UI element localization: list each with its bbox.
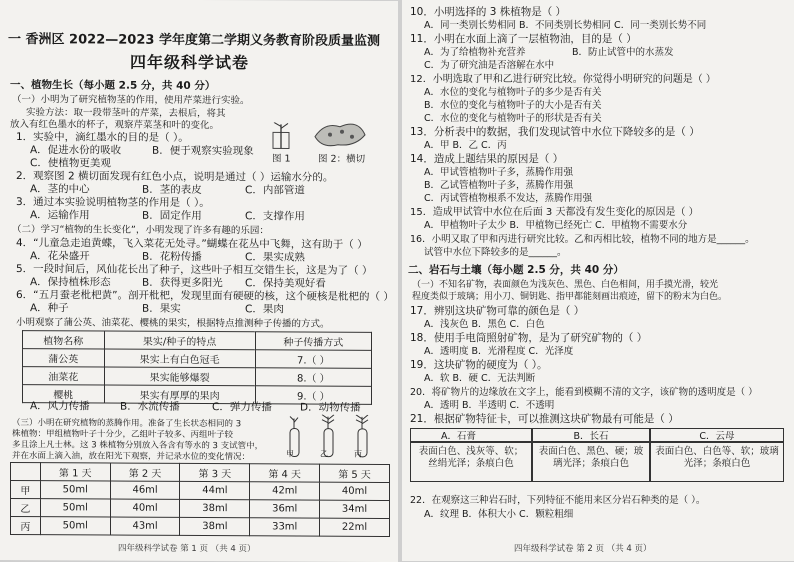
q1-option-a: A．促进水份的吸收	[30, 144, 122, 157]
table-header-cell: 第 5 天	[320, 464, 390, 482]
exam-title: 四年级科学试卷	[130, 52, 250, 73]
table-header-cell: 果实/种子的特点	[104, 331, 255, 350]
question-18: 18．使用手电筒照射矿物，是为了研究矿物的（ ）	[410, 332, 648, 344]
table-cell: 36ml	[250, 500, 320, 518]
table-header-cell: 第 2 天	[110, 463, 180, 481]
table-cell: 50ml	[40, 499, 110, 517]
q10-options: A．同一类别长势相同 B．不同类别长势相同 C．同一类别长势不同	[424, 20, 707, 31]
q11-option-c: C．为了研究油是否溶解在水中	[424, 60, 555, 71]
question-11: 11．小明在水面上滴了一层植物油，目的是（ ）	[410, 33, 637, 45]
question-16-line-2: 试管中水位下降较多的是______。	[424, 247, 567, 258]
table-header-cell: 第 3 天	[180, 463, 250, 481]
table-cell: 油菜花	[23, 367, 105, 385]
table-cell: 50ml	[40, 517, 110, 535]
table-cell: 46ml	[110, 481, 180, 499]
table-row	[11, 499, 390, 519]
card-a-description: 表面白色、浅灰等、软；丝绢光泽；条痕白色	[410, 442, 532, 482]
question-5: 5．一段时间后，风仙花长出了种子，这些叶子相互交错生长，这是为了（ ）	[16, 263, 373, 277]
q14-option-b: B．乙试管植物叶子多，蒸腾作用强	[424, 180, 574, 191]
q12-option-c: C．水位的变化与植物叶子的形状是否有关	[424, 113, 602, 124]
question-19: 19．这块矿物的硬度为（ ）。	[410, 359, 548, 371]
test-tubes-illustration	[282, 414, 382, 461]
question-21: 21．根据矿物特征卡，可以推测这块矿物最有可能是（ ）	[410, 413, 679, 425]
table-cell: 蒲公英	[23, 349, 105, 367]
question-1: 1．实验中，滴红墨水的目的是（ ）。	[16, 131, 189, 144]
page-1-footer: 四年级科学试卷 第 1 页 （共 4 页）	[118, 543, 256, 555]
table-cell: 樱桃	[23, 385, 105, 403]
q13-options: A．甲 B．乙 C．丙	[424, 140, 507, 151]
table-cell: 果实有厚厚的果肉	[104, 385, 255, 404]
q2-option-a: A．茎的中心	[30, 183, 90, 196]
question-17: 17．辨别这块矿物可靠的颜色是（ ）	[410, 305, 585, 317]
q4-option-a: A．花朵盛开	[30, 250, 90, 263]
tube-label-bing: 丙	[354, 449, 362, 459]
table-row	[23, 349, 372, 369]
table-header-cell: 第 4 天	[250, 464, 320, 482]
q12-option-b: B．水位的变化与植物叶子的大小是否有关	[424, 100, 602, 111]
card-b-title: B．长石	[532, 428, 650, 442]
q14-option-c: C．丙试管植物根系不发达，蒸腾作用强	[424, 193, 593, 204]
celery-cup-illustration	[265, 122, 305, 150]
dispersal-option-a: A．风力传播	[30, 400, 90, 413]
table-cell: 果实能够爆裂	[104, 367, 255, 386]
table-cell: 9.（ ）	[255, 386, 371, 405]
table-cell: 38ml	[180, 517, 250, 535]
dispersal-option-d: D．动物传播	[300, 401, 361, 414]
q5-option-c: C．保持美观好看	[245, 277, 326, 290]
table-header-cell: 种子传播方式	[255, 332, 371, 351]
table-cell: 乙	[11, 499, 41, 517]
intro-line-2: 放入有红色墨水的杯子，观察芹菜茎和叶的变化。	[10, 119, 220, 132]
table-cell: 甲	[11, 481, 41, 499]
dispersal-option-c: C．弹力传播	[212, 401, 272, 414]
q5-option-b: B．获得更多阳光	[142, 276, 223, 290]
q1-option-b: B．便于观察实验现象	[152, 144, 254, 158]
q17-options: A．浅灰色 B．黑色 C．白色	[424, 319, 545, 330]
card-c-description: 表面白色、白色等、软；玻璃光泽；条痕白色	[650, 442, 784, 482]
q11-option-b: B．防止试管中的水蒸发	[572, 47, 674, 58]
part-1-intro: （一）小明为了研究植物茎的作用，使用芹菜进行实验。	[12, 94, 250, 107]
table-cell: 44ml	[180, 481, 250, 499]
seed-dispersal-table	[22, 330, 372, 405]
q6-option-a: A．种子	[30, 302, 69, 315]
figure-1-caption: 图 1	[272, 153, 291, 165]
intro-line-1: 实验方法：取一段带茎叶的芹菜，去根后，将其	[26, 107, 226, 120]
water-level-table	[10, 462, 390, 537]
table-header-row	[23, 331, 372, 351]
table-header-cell: 植物名称	[23, 331, 105, 349]
q3-option-b: B．固定作用	[142, 209, 202, 223]
question-20: 20．将矿物片的边缘放在文字上，能看到模糊不清的文字，该矿物的透明度是（ ）	[410, 387, 758, 398]
question-22: 22．在观察这三种岩石时，下列特征不能用来区分岩石种类的是（ ）。	[410, 495, 706, 506]
q6-option-c: C．果肉	[245, 303, 284, 316]
table-cell: 果实上有白色冠毛	[104, 349, 255, 368]
question-3: 3．通过本实验说明植物茎的作用是（ ）。	[16, 196, 210, 210]
dispersal-option-b: B．水流传播	[120, 400, 180, 413]
section-1-heading: 一、植物生长（每小题 2.5 分，共 40 分）	[10, 79, 216, 93]
q22-options: A．纹理 B．体积大小 C．颗粒粗细	[424, 509, 574, 520]
card-b-description: 表面白色、黑色、硬；玻璃光泽；条痕白色	[532, 442, 650, 482]
q4-option-c: C．果实成熟	[245, 251, 305, 264]
tube-label-jia: 甲	[286, 449, 294, 459]
table-header-row	[11, 463, 390, 483]
table-cell: 40ml	[110, 499, 180, 517]
rock-part-1-line-1: （一）不知名矿物，表面颜色为浅灰色、黑色、白色相间，用手摸光滑，较光	[412, 280, 719, 290]
question-12: 12．小明选取了甲和乙进行研究比较。你觉得小明研究的问题是（ ）	[410, 74, 716, 85]
q2-option-c: C．内部管道	[245, 184, 305, 197]
q3-option-c: C．支撑作用	[245, 210, 305, 223]
cross-section-illustration	[310, 117, 370, 151]
table-cell: 34ml	[320, 500, 390, 518]
table-cell: 38ml	[180, 499, 250, 517]
card-a-title: A．石膏	[410, 428, 532, 442]
table-cell: 40ml	[320, 482, 390, 500]
part-2-intro: （二）学习“植物的生长变化”，小明发现了许多有趣的乐园：	[12, 224, 269, 237]
section-2-heading: 二、岩石与土壤（每小题 2.5 分，共 40 分）	[408, 264, 624, 276]
q14-option-a: A．甲试管植物叶子多，蒸腾作用强	[424, 167, 573, 178]
q1-option-c: C．使植物更美观	[30, 157, 111, 170]
exam-header: 一 香洲区 2022—2023 学年度第二学期义务教育阶段质量监测	[8, 31, 380, 49]
q12-option-a: A．水位的变化与植物叶子的多少是否有关	[424, 87, 602, 98]
table-header-cell	[11, 463, 41, 481]
figure-2-caption: 图 2：横切	[318, 153, 366, 165]
question-2: 2．观察图 2 横切面发现有红色小点，说明是通过（ ）运输水分的。	[16, 170, 334, 184]
question-6: 6．“五月蚕老枇杷黄”。剖开枇杷，发现里面有硬硬的核，这个硬核是枇杷的（ ）	[16, 289, 394, 304]
q20-options: A．透明 B．半透明 C．不透明	[424, 400, 555, 411]
q11-option-a: A．为了给植物补充营养	[424, 47, 526, 58]
table-row	[11, 517, 390, 537]
rock-part-1-line-2: 程度类似于玻璃；用小刀、铜钥匙、指甲都能刻画出痕迹，留下的粉末为白色。	[412, 292, 728, 302]
tube-label-yi: 乙	[320, 449, 328, 459]
table-cell: 丙	[11, 517, 41, 535]
table-cell: 33ml	[250, 518, 320, 536]
part-3-line-4: 并在水面上滴入油，放在阳光下观察，并记录水位的变化情况：	[12, 451, 251, 463]
table-cell: 22ml	[320, 518, 390, 536]
q18-options: A．透明度 B．光滑程度 C．光泽度	[424, 346, 574, 357]
question-16-line-1: 16．小明又取了甲和丙进行研究比较。乙和丙相比较，植物不同的地方是______。	[410, 234, 755, 245]
question-14: 14．造成上题结果的原因是（ ）	[410, 153, 564, 165]
question-4: 4．“儿童急走追黄蝶，飞入菜花无处寻。”蝴蝶在花丛中飞舞，这有助于（ ）	[16, 237, 368, 251]
q15-options: A．甲植物叶子太少 B．甲植物已经死亡 C．甲植物不需要水分	[424, 220, 688, 231]
table-cell: 7.（ ）	[255, 350, 371, 369]
part-3-line-1: （三）小明在研究植物的蒸腾作用。准备了生长状态相同的 3	[12, 418, 242, 430]
table-row	[23, 367, 372, 387]
question-15: 15．造成甲试管中水位在后面 3 天都没有发生变化的原因是（ ）	[410, 207, 699, 218]
table-cell: 50ml	[40, 481, 110, 499]
q2-option-b: B．茎的表皮	[142, 183, 202, 197]
q19-options: A．软 B．硬 C．无法判断	[424, 373, 536, 384]
question-13: 13．分析表中的数据，我们发现试管中水位下降较多的是（ ）	[410, 126, 700, 138]
q5-option-a: A．保持植株形态	[30, 276, 111, 289]
question-10: 10．小明选择的 3 株植物是（ ）	[410, 6, 567, 18]
page-2-footer: 四年级科学试卷 第 2 页 （共 4 页）	[514, 544, 652, 554]
table-header-cell: 第 1 天	[40, 463, 110, 481]
part-3-line-2: 株植物：甲组植物叶子十分少，乙组叶子较多、丙组叶子较	[12, 429, 234, 441]
table-cell: 8.（ ）	[255, 368, 371, 387]
table-row	[11, 481, 390, 501]
q4-option-b: B．花粉传播	[142, 250, 202, 264]
page-2	[402, 0, 794, 561]
table-cell: 43ml	[110, 517, 180, 535]
q3-option-a: A．运输作用	[30, 209, 90, 222]
table-intro: 小明观察了蒲公英、油菜花、樱桃的果实，根据特点推测种子传播的方式。	[16, 317, 330, 330]
card-c-title: C．云母	[650, 428, 784, 442]
table-cell: 42ml	[250, 482, 320, 500]
part-3-line-3: 多且涂上凡士林。这 3 株植物分别放入各含有等水的 3 支试管中，	[12, 440, 264, 452]
q6-option-b: B．果实	[142, 302, 181, 315]
